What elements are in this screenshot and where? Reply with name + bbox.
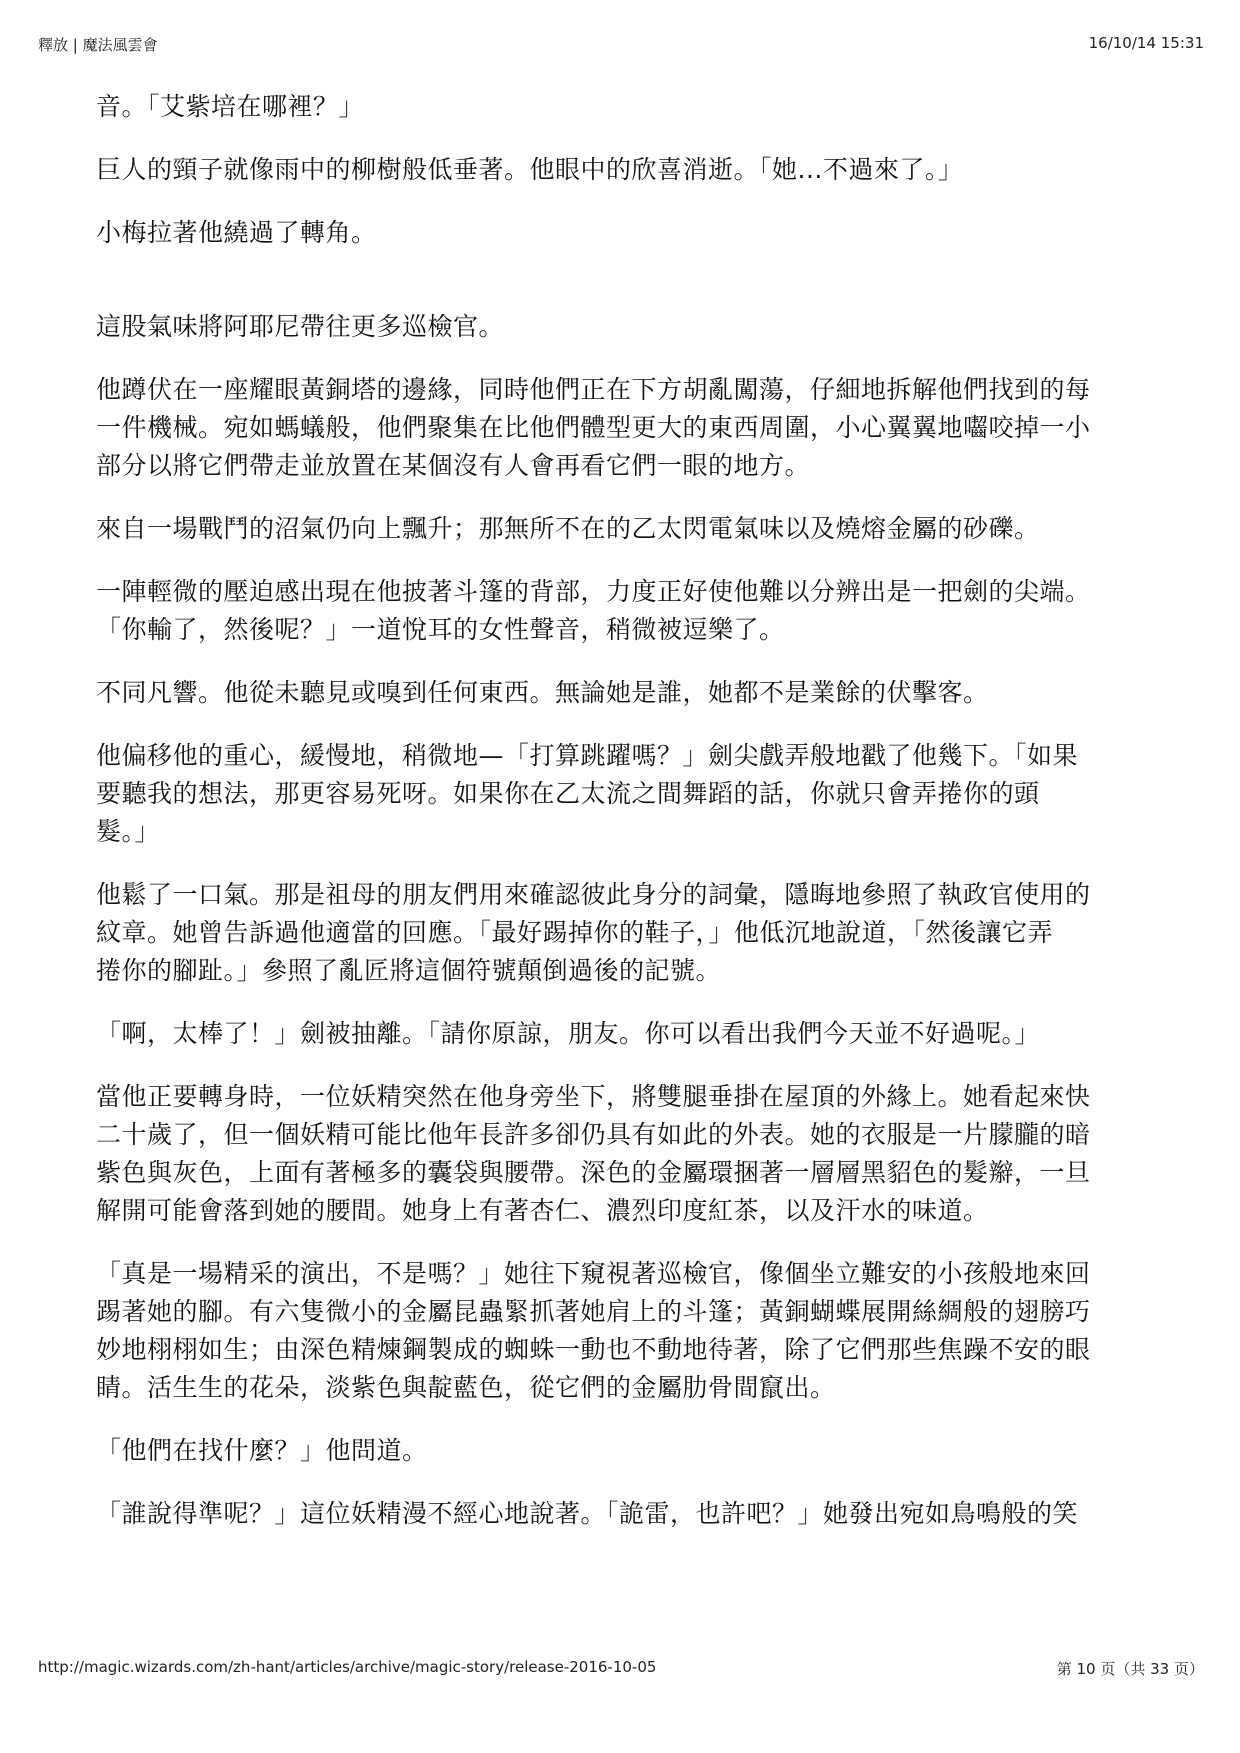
paragraph: 「啊，太棒了！」劍被抽離。「請你原諒，朋友。你可以看出我們今天並不好過呢。」 — [96, 1019, 1041, 1048]
paragraph: 來自一場戰鬥的沼氣仍向上飄升；那無所不在的乙太閃電氣味以及燒熔金屬的砂礫。 — [96, 514, 1040, 543]
paragraph: 他鬆了一口氣。那是祖母的朋友們用來確認彼此身分的詞彙，隱晦地參照了執政官使用的 紋章。她曾告訴過他適當的回應。「最好踢掉你的鞋子，」他低沉地說道，「然後讓它弄 捲你的腳趾。」參照了亂匠將這個符號顛倒過後的記號。 — [96, 880, 1091, 985]
print-header — [38, 34, 1204, 56]
paragraph: 音。「艾紫培在哪裡？」 — [96, 92, 365, 121]
article-body — [96, 88, 1148, 1558]
page-title: 釋放 | 魔法風雲會 — [38, 36, 158, 54]
paragraph: 不同凡響。他從未聽見或嗅到任何東西。無論她是誰，她都不是業餘的伏擊客。 — [96, 678, 989, 707]
paragraph: 「誰說得準呢？」這位妖精漫不經心地說著。「詭雷，也許吧？」她發出宛如鳥鳴般的笑 — [96, 1499, 1079, 1528]
paragraph: 這股氣味將阿耶尼帶往更多巡檢官。 — [96, 312, 505, 341]
paragraph: 他蹲伏在一座耀眼黃銅塔的邊緣，同時他們正在下方胡亂闖蕩，仔細地拆解他們找到的每 一件機械。宛如螞蟻般，他們聚集在比他們體型更大的東西周圍，小心翼翼地囓咬掉一小 部分以將它們帶走並放置在某個沒有人會再看它們一眼的地方。 — [96, 375, 1091, 480]
paragraph: 「他們在找什麼？」他問道。 — [96, 1436, 428, 1465]
page-number: 第 10 页（共 33 页） — [1056, 1660, 1204, 1678]
print-footer — [38, 1658, 1204, 1680]
page-url: http://magic.wizards.com/zh-hant/articles/archive/magic-story/release-2016-10-05 — [38, 1658, 657, 1676]
paragraph: 巨人的頸子就像雨中的柳樹般低垂著。他眼中的欣喜消逝。「她...不過來了。」 — [96, 155, 964, 184]
paragraph: 他偏移他的重心，緩慢地，稍微地—「打算跳躍嗎？」劍尖戲弄般地戳了他幾下。「如果 要聽我的想法，那更容易死呀。如果你在乙太流之間舞蹈的話，你就只會弄捲你的頭 髮。」 — [96, 741, 1079, 846]
paragraph: 一陣輕微的壓迫感出現在他披著斗篷的背部，力度正好使他難以分辨出是一把劍的尖端。 「你輸了，然後呢？」一道悅耳的女性聲音，稍微被逗樂了。 — [96, 577, 1091, 644]
paragraph: 「真是一場精采的演出，不是嗎？」她往下窺視著巡檢官，像個坐立難安的小孩般地來回 踢著她的腳。有六隻微小的金屬昆蟲緊抓著她肩上的斗篷；黃銅蝴蝶展開絲綢般的翅膀巧 妙地栩栩如生；由深色精煉鋼製成的蜘蛛一動也不動地待著，除了它們那些焦躁不安的眼 睛。活生生的花朵，淡紫色與靛藍色，從它們的金屬肋骨間竄出。 — [96, 1259, 1091, 1402]
paragraph: 當他正要轉身時，一位妖精突然在他身旁坐下，將雙腿垂掛在屋頂的外緣上。她看起來快 二十歲了，但一個妖精可能比他年長許多卻仍具有如此的外表。她的衣服是一片朦朧的暗 紫色與灰色，上面有著極多的囊袋與腰帶。深色的金屬環捆著一層層黑貂色的髮辮，一旦 解開可能會落到她的腰間。她身上有著杏仁、濃烈印度紅茶，以及汗水的味道。 — [96, 1082, 1091, 1225]
print-datetime: 16/10/14 15:31 — [1088, 34, 1204, 52]
paragraph: 小梅拉著他繞過了轉角。 — [96, 218, 377, 247]
